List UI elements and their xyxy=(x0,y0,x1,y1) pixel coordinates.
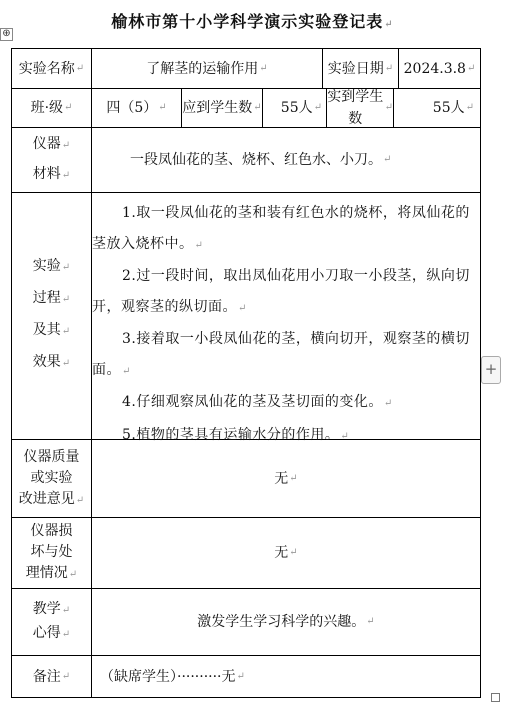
reflection-value[interactable]: 激发学生学习科学的兴趣。 ↵ xyxy=(197,614,375,630)
expected-students-label: 应到学生数 ↵ xyxy=(182,100,262,116)
remarks-value[interactable]: （缺席学生）··········无 ↵ xyxy=(100,668,245,685)
equipment-label: 仪器↵ 材料↵ xyxy=(32,136,71,182)
table-move-handle-icon[interactable]: ⊕ xyxy=(0,28,13,41)
document-title: 榆林市第十小学科学演示实验登记表↵ xyxy=(111,12,394,31)
experiment-name-label: 实验名称 ↵ xyxy=(18,60,85,77)
experiment-name-value[interactable]: 了解茎的运输作用 ↵ xyxy=(146,60,268,77)
process-step: 3.接着取一小段凤仙花的茎，横向切开，观察茎的横切面。↵ xyxy=(92,331,470,378)
process-steps[interactable] xyxy=(92,198,477,452)
improvement-label: 仪器质量 或实验 改进意见↵ xyxy=(18,448,85,507)
process-step: 1.取一段凤仙花的茎和装有红色水的烧杯，将凤仙花的茎放入烧杯中。↵ xyxy=(92,205,470,252)
process-step: 4.仔细观察凤仙花的茎及茎切面的变化。↵ xyxy=(122,394,393,410)
damage-label: 仪器损 坏与处 理情况↵ xyxy=(25,523,78,581)
process-step: 5.植物的茎具有运输水分的作用。↵ xyxy=(122,426,350,443)
actual-students-value[interactable]: 55人 ↵ xyxy=(432,100,474,116)
remarks-label: 备注 ↵ xyxy=(32,668,71,685)
actual-students-label: 实到学生数 ↵ xyxy=(327,89,393,127)
damage-value[interactable]: 无 ↵ xyxy=(274,545,298,561)
experiment-date-value[interactable]: 2024.3.8 ↵ xyxy=(403,60,476,77)
add-row-icon[interactable]: + xyxy=(481,356,501,384)
improvement-value[interactable]: 无 ↵ xyxy=(274,470,298,487)
class-value[interactable]: 四（5） ↵ xyxy=(106,100,167,116)
process-label: 实验↵ 过程↵ 及其↵ 效果↵ xyxy=(32,258,71,370)
expected-students-value[interactable]: 55人 ↵ xyxy=(280,100,322,116)
process-step: 2.过一段时间，取出凤仙花用小刀取一小段茎，纵向切开，观察茎的纵切面。↵ xyxy=(92,268,470,315)
equipment-value[interactable]: 一段凤仙花的茎、烧杯、红色水、小刀。 ↵ xyxy=(130,152,392,168)
reflection-label: 教学↵ 心得↵ xyxy=(32,601,71,641)
class-label: 班·级 ↵ xyxy=(30,100,73,116)
experiment-date-label: 实验日期 ↵ xyxy=(327,60,394,77)
